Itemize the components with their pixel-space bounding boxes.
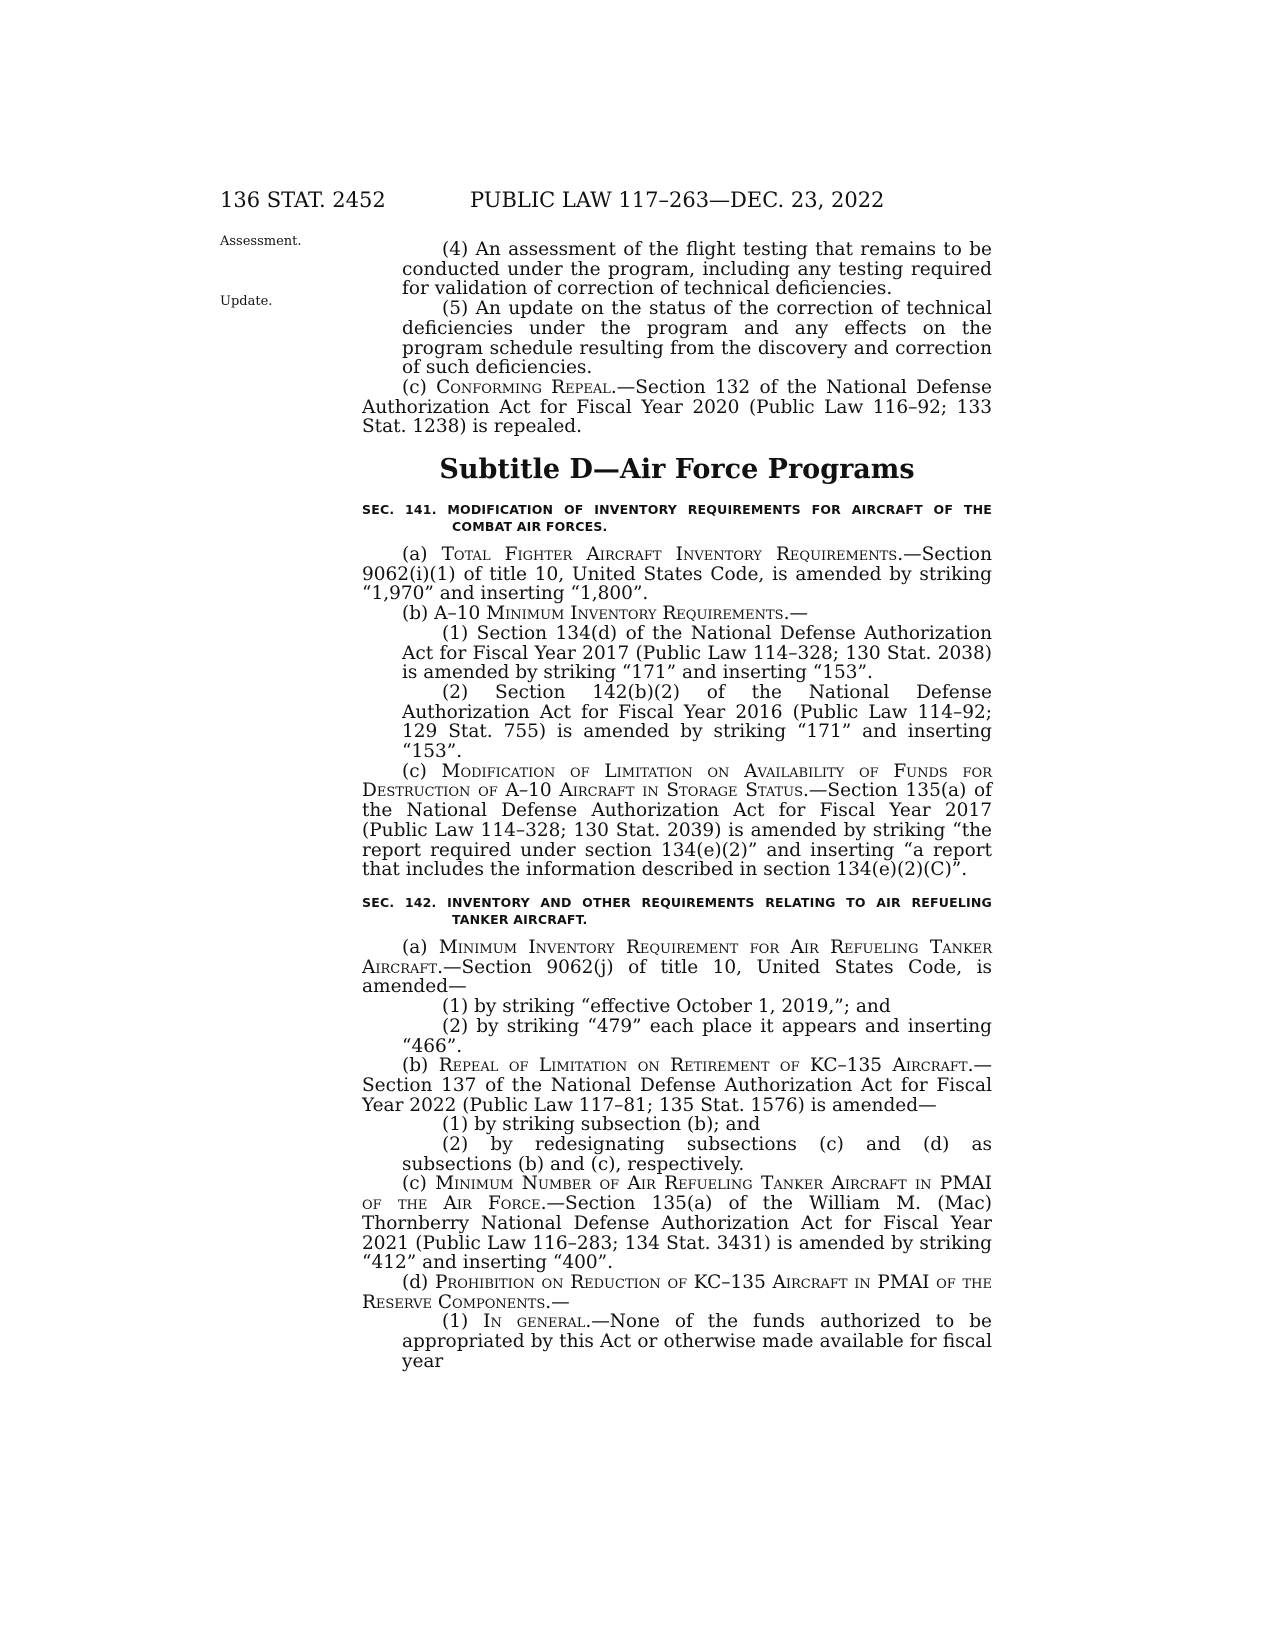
para-heading: Modification of Limitation on Availability of Funds for Destruction of A–10 Aircraft in Storage Status: [362, 760, 992, 802]
para-label: (b) A–10: [402, 603, 487, 625]
paragraph-4: (4) An assessment of the flight testing that remains to be conducted under the program, including any testing required for validation of correction of technical deficiencies.: [402, 239, 992, 300]
margin-note-update: Update.: [220, 294, 273, 309]
para-heading: Minimum Inventory Requirement for Air Refueling Tanker Aircraft: [362, 936, 992, 978]
para-heading: In general: [483, 1311, 586, 1333]
para-label: (c): [402, 376, 437, 398]
section-142-heading: SEC. 142. INVENTORY AND OTHER REQUIREMENTS RELATING TO AIR REFUELING TANKER AIRCRAFT.: [362, 894, 992, 927]
para-text: .—Section 132 of the National Defense Authorization Act for Fiscal Year 2020 (Public Law 116–92; 133 Stat. 1238) is repealed.: [362, 376, 992, 438]
sec142-para-b2: (2) by redesignating subsections (c) and (d) as subsections (b) and (c), respectively.: [402, 1134, 992, 1175]
para-heading: Minimum Number of Air Refueling Tanker Aircraft in PMAI of the Air Force: [362, 1173, 992, 1215]
page-header-title: PUBLIC LAW 117–263—DEC. 23, 2022: [470, 188, 885, 212]
page-stat-citation: 136 STAT. 2452: [220, 188, 386, 212]
sec142-para-c: [362, 1174, 992, 1273]
sec141-para-c: [362, 762, 992, 880]
subtitle-heading: Subtitle D—Air Force Programs: [439, 454, 915, 486]
para-heading: Conforming Repeal: [436, 376, 611, 398]
para-text: .—Section 9062(j) of title 10, United States Code, is amended—: [362, 956, 992, 998]
paragraph-c-conforming-repeal: [362, 378, 992, 437]
sec141-para-b1: (1) Section 134(d) of the National Defense Authorization Act for Fiscal Year 2017 (Public Law 114–328; 130 Stat. 2038) is amended by striking “171” and inserting “153”.: [402, 622, 992, 684]
para-heading: Minimum Inventory Requirements: [486, 603, 784, 625]
para-label: (b): [402, 1055, 439, 1077]
sec142-para-d: [362, 1273, 992, 1312]
margin-note-assessment: Assessment.: [220, 234, 302, 249]
sec141-para-b: [362, 604, 992, 624]
para-heading: Prohibition on Reduction of KC–135 Aircraft in PMAI of the Reserve Components: [362, 1271, 992, 1313]
para-heading: Total Fighter Aircraft Inventory Requirements: [441, 544, 898, 566]
para-text: .—Section 135(a) of the William M. (Mac) Thornberry National Defense Authorization Act for Fiscal Year 2021 (Public Law 116–283; 134 Stat. 3431) is amended by striking “412” and inserting “400”.: [362, 1193, 992, 1274]
para-label: (a): [402, 936, 439, 958]
document-body: [362, 240, 992, 1371]
para-text: .—Section 135(a) of the National Defense Authorization Act for Fiscal Year 2017 (Public Law 114–328; 130 Stat. 2039) is amended by striking “the report required under section 134(e)(2)” and inserting “a report that includes the information described in section 134(e)(2)(C)”.: [362, 780, 992, 881]
sec142-para-b: [362, 1056, 992, 1115]
paragraph-5: (5) An update on the status of the correction of technical deficiencies under the program and any effects on the program schedule resulting from the discovery and correction of such deficiencies.: [402, 298, 992, 379]
para-text: .—: [783, 603, 808, 625]
para-label: (d): [402, 1271, 435, 1293]
para-text: .—Section 137 of the National Defense Authorization Act for Fiscal Year 2022 (Public Law 117–81; 135 Stat. 1576) is amended—: [362, 1055, 992, 1116]
sec142-para-a2: (2) by striking “479” each place it appears and inserting “466”.: [402, 1015, 992, 1057]
sec142-para-d1: [362, 1312, 992, 1371]
sec141-para-a: [362, 545, 992, 604]
para-label: (1): [442, 1311, 484, 1333]
section-141-heading: SEC. 141. MODIFICATION OF INVENTORY REQUIREMENTS FOR AIRCRAFT OF THE COMBAT AIR FORCES.: [362, 502, 992, 535]
sec141-para-b2: (2) Section 142(b)(2) of the National Defense Authorization Act for Fiscal Year 2016 (Public Law 114–92; 129 Stat. 755) is amended by striking “171” and inserting “153”.: [402, 681, 992, 763]
para-label: (a): [402, 544, 442, 566]
para-label: (c): [402, 760, 442, 782]
para-text: .—None of the funds authorized to be appropriated by this Act or otherwise made available for fiscal year: [402, 1311, 992, 1372]
para-label: (c): [402, 1173, 436, 1195]
para-text: .—: [545, 1291, 570, 1313]
sec142-para-b1: (1) by striking subsection (b); and: [442, 1114, 761, 1136]
sec142-para-a1: (1) by striking “effective October 1, 2019,”; and: [442, 996, 891, 1018]
para-text: .—Section 9062(i)(1) of title 10, United States Code, is amended by striking “1,970” and inserting “1,800”.: [362, 544, 992, 605]
para-heading: Repeal of Limitation on Retirement of KC–135 Aircraft: [438, 1055, 968, 1077]
sec142-para-a: [362, 938, 992, 997]
